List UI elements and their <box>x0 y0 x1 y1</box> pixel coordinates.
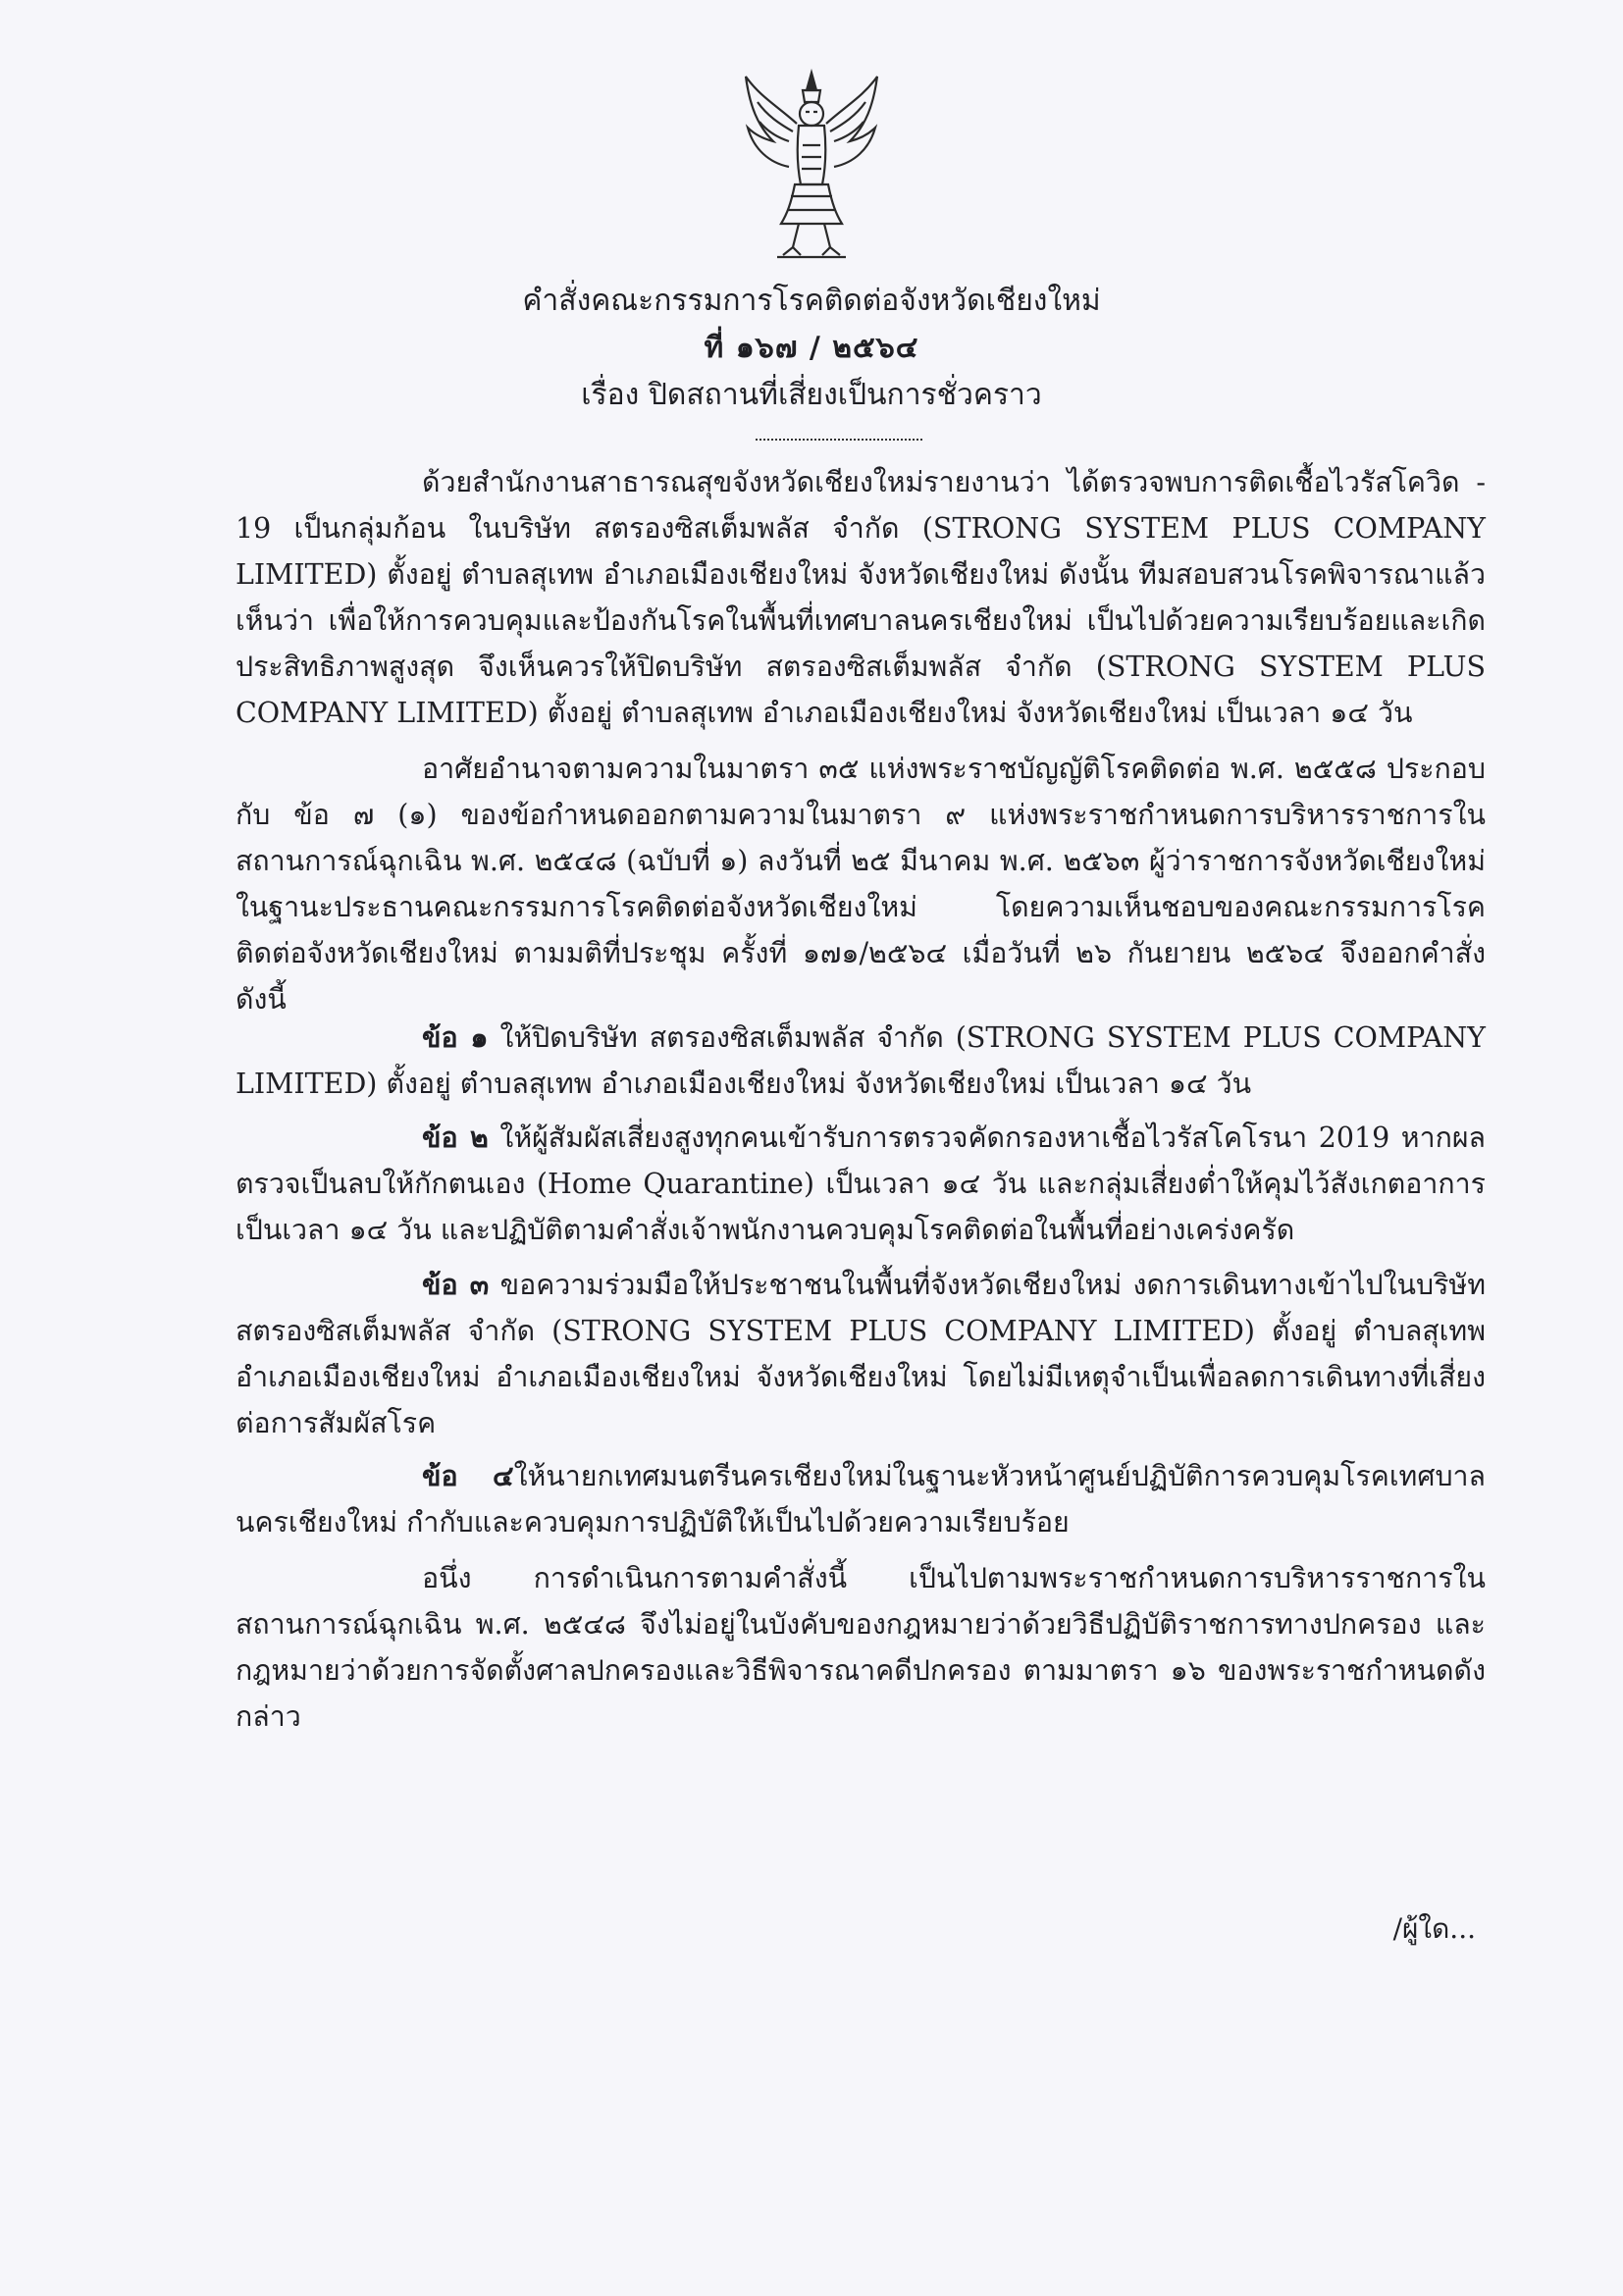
clause-1 <box>236 1015 1486 1107</box>
order-number: ที่ ๑๖๗ / ๒๕๖๔ <box>704 331 919 365</box>
clause-3 <box>236 1262 1486 1446</box>
clause-4-label: ข้อ ๔ <box>422 1459 514 1492</box>
paragraph-final <box>236 1555 1486 1740</box>
clause-2-label: ข้อ ๒ <box>422 1121 489 1154</box>
paragraph-authority-text: อาศัยอำนาจตามความในมาตรา ๓๕ แห่งพระราชบัญญัติโรคติดต่อ พ.ศ. ๒๕๕๘ ประกอบกับ ข้อ ๗ (๑) ของข้อกำหนดออกตามความในมาตรา ๙ แห่งพระราชกำหนดการบริหารราชการในสถานการณ์ฉุกเฉิน พ.ศ. ๒๕๔๘ (ฉบับที่ ๑) ลงวันที่ ๒๕ มีนาคม พ.ศ. ๒๕๖๓ ผู้ว่าราชการจังหวัดเชียงใหม่ในฐานะประธานคณะกรรมการโรคติดต่อจังหวัดเชียงใหม่ โดยความเห็นชอบของคณะกรรมการโรคติดต่อจังหวัดเชียงใหม่ ตามมติที่ประชุม ครั้งที่ ๑๗๑/๒๕๖๔ เมื่อวันที่ ๒๖ กันยายน ๒๕๖๔ จึงออกคำสั่ง ดังนี้ <box>236 753 1486 1016</box>
paragraph-background-text: ด้วยสำนักงานสาธารณสุขจังหวัดเชียงใหม่รายงานว่า ได้ตรวจพบการติดเชื้อไวรัสโควิด - 19 เป็นกลุ่มก้อน ในบริษัท สตรองซิสเต็มพลัส จำกัด (STRONG SYSTEM PLUS COMPANY LIMITED) ตั้งอยู่ ตำบลสุเทพ อำเภอเมืองเชียงใหม่ จังหวัดเชียงใหม่ ดังนั้น ทีมสอบสวนโรคพิจารณาแล้ว เห็นว่า เพื่อให้การควบคุมและป้องกันโรคในพื้นที่เทศบาลนครเชียงใหม่ เป็นไปด้วยความเรียบร้อยและเกิดประสิทธิภาพสูงสุด จึงเห็นควรให้ปิดบริษัท สตรองซิสเต็มพลัส จำกัด (STRONG SYSTEM PLUS COMPANY LIMITED) ตั้งอยู่ ตำบลสุเทพ อำเภอเมืองเชียงใหม่ จังหวัดเชียงใหม่ เป็นเวลา ๑๔ วัน <box>236 466 1486 729</box>
clause-4-text: ให้นายกเทศมนตรีนครเชียงใหม่ในฐานะหัวหน้าศูนย์ปฏิบัติการควบคุมโรคเทศบาลนครเชียงใหม่ กำกับและควบคุมการปฏิบัติให้เป็นไปด้วยความเรียบร้อย <box>236 1460 1486 1539</box>
order-subject: เรื่อง ปิดสถานที่เสี่ยงเป็นการชั่วคราว <box>581 378 1042 412</box>
clause-1-text: ให้ปิดบริษัท สตรองซิสเต็มพลัส จำกัด (STRONG SYSTEM PLUS COMPANY LIMITED) ตั้งอยู่ ตำบลสุเทพ อำเภอเมืองเชียงใหม่ จังหวัดเชียงใหม่ เป็นเวลา ๑๔ วัน <box>236 1021 1486 1100</box>
page-continuation-mark: /ผู้ใด... <box>1392 1912 1476 1945</box>
clause-3-label: ข้อ ๓ <box>422 1268 490 1301</box>
garuda-emblem-icon <box>738 67 885 263</box>
clause-3-text: ขอความร่วมมือให้ประชาชนในพื้นที่จังหวัดเชียงใหม่ งดการเดินทางเข้าไปในบริษัท สตรองซิสเต็มพลัส จำกัด (STRONG SYSTEM PLUS COMPANY LIMITED) ตั้งอยู่ ตำบลสุเทพ อำเภอเมืองเชียงใหม่ อำเภอเมืองเชียงใหม่ จังหวัดเชียงใหม่ โดยไม่มีเหตุจำเป็นเพื่อลดการเดินทางที่เสี่ยงต่อการสัมผัสโรค <box>236 1269 1487 1439</box>
order-title: คำสั่งคณะกรรมการโรคติดต่อจังหวัดเชียงใหม่ <box>522 284 1101 318</box>
paragraph-final-text: อนึ่ง การดำเนินการตามคำสั่งนี้ เป็นไปตามพระราชกำหนดการบริหารราชการในสถานการณ์ฉุกเฉิน พ.ศ. ๒๕๔๘ จึงไม่อยู่ในบังคับของกฎหมายว่าด้วยวิธีปฏิบัติราชการทางปกครอง และกฎหมายว่าด้วยการจัดตั้งศาลปกครองและวิธีพิจารณาคดีปกครอง ตามมาตรา ๑๖ ของพระราชกำหนดดังกล่าว <box>236 1562 1486 1733</box>
paragraph-authority <box>236 746 1486 1022</box>
clause-1-label: ข้อ ๑ <box>422 1020 489 1054</box>
paragraph-background <box>236 459 1486 736</box>
clause-2-text: ให้ผู้สัมผัสเสี่ยงสูงทุกคนเข้ารับการตรวจคัดกรองหาเชื้อไวรัสโคโรนา 2019 หากผลตรวจเป็นลบให้กักตนเอง (Home Quarantine) เป็นเวลา ๑๔ วัน และกลุ่มเสี่ยงต่ำให้คุมไว้สังเกตอาการ เป็นเวลา ๑๔ วัน และปฏิบัติตามคำสั่งเจ้าพนักงานควบคุมโรคติดต่อในพื้นที่อย่างเคร่งครัด <box>236 1122 1487 1246</box>
clause-4 <box>236 1453 1486 1545</box>
clause-2 <box>236 1115 1486 1253</box>
separator-dotted-line <box>756 439 922 441</box>
